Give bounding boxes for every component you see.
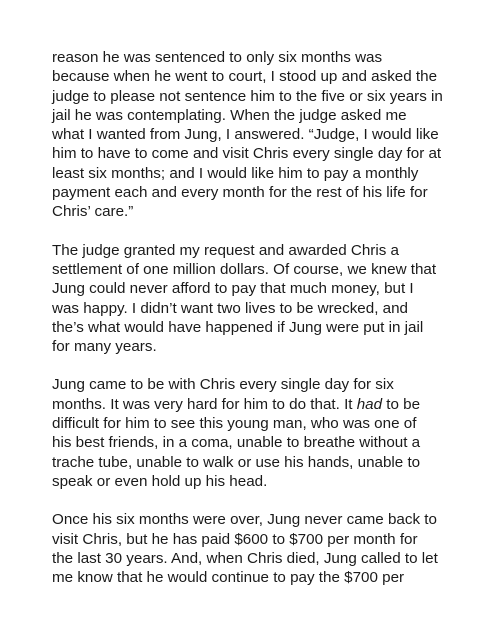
text-line: payment each and every month for the rest of his life for — [52, 184, 428, 202]
paragraph-2 — [52, 241, 488, 357]
text-line: The judge granted my request and awarded Chris a — [52, 241, 399, 259]
text-line-with-emphasis — [52, 395, 488, 414]
text-line: me know that he would continue to pay the $700 per — [52, 569, 405, 587]
text-line: speak or even hold up his head. — [52, 472, 268, 490]
text-line: what I wanted from Jung, I answered. “Judge, I would like — [52, 126, 439, 144]
text-line: him to have to come and visit Chris every single day for at — [52, 145, 442, 163]
text-line: settlement of one million dollars. Of course, we knew that — [52, 260, 437, 278]
text-line: the’s what would have happened if Jung were put in jail — [52, 318, 424, 336]
text-segment: to be — [382, 395, 421, 413]
text-line: difficult for him to see this young man, who was one of — [52, 415, 417, 433]
text-segment: months. It was very hard for him to do that. It — [52, 395, 357, 413]
emphasized-word: had — [356, 395, 383, 413]
text-line: because when he went to court, I stood up and asked the — [52, 68, 438, 86]
text-line: Chris’ care.” — [52, 203, 134, 221]
text-line: for many years. — [52, 338, 157, 356]
document-page — [52, 48, 488, 606]
text-line: Jung came to be with Chris every single day for six — [52, 376, 394, 394]
text-line: the last 30 years. And, when Chris died, Jung called to let — [52, 549, 438, 567]
paragraph-3 — [52, 375, 488, 491]
text-line: Jung could never afford to pay that much money, but I — [52, 280, 414, 298]
text-line: visit Chris, but he has paid $600 to $700 per month for — [52, 530, 418, 548]
text-line: his best friends, in a coma, unable to breathe without a — [52, 434, 421, 452]
text-line: trache tube, unable to walk or use his hands, unable to — [52, 453, 421, 471]
text-line: least six months; and I would like him to pay a monthly — [52, 164, 419, 182]
text-line: was happy. I didn’t want two lives to be wrecked, and — [52, 299, 408, 317]
paragraph-1 — [52, 48, 488, 222]
text-line: judge to please not sentence him to the five or six years in — [52, 87, 443, 105]
text-line: jail he was contemplating. When the judge asked me — [52, 106, 407, 124]
text-line: Once his six months were over, Jung never came back to — [52, 511, 437, 529]
text-line: reason he was sentenced to only six months was — [52, 49, 383, 66]
paragraph-4 — [52, 510, 488, 587]
